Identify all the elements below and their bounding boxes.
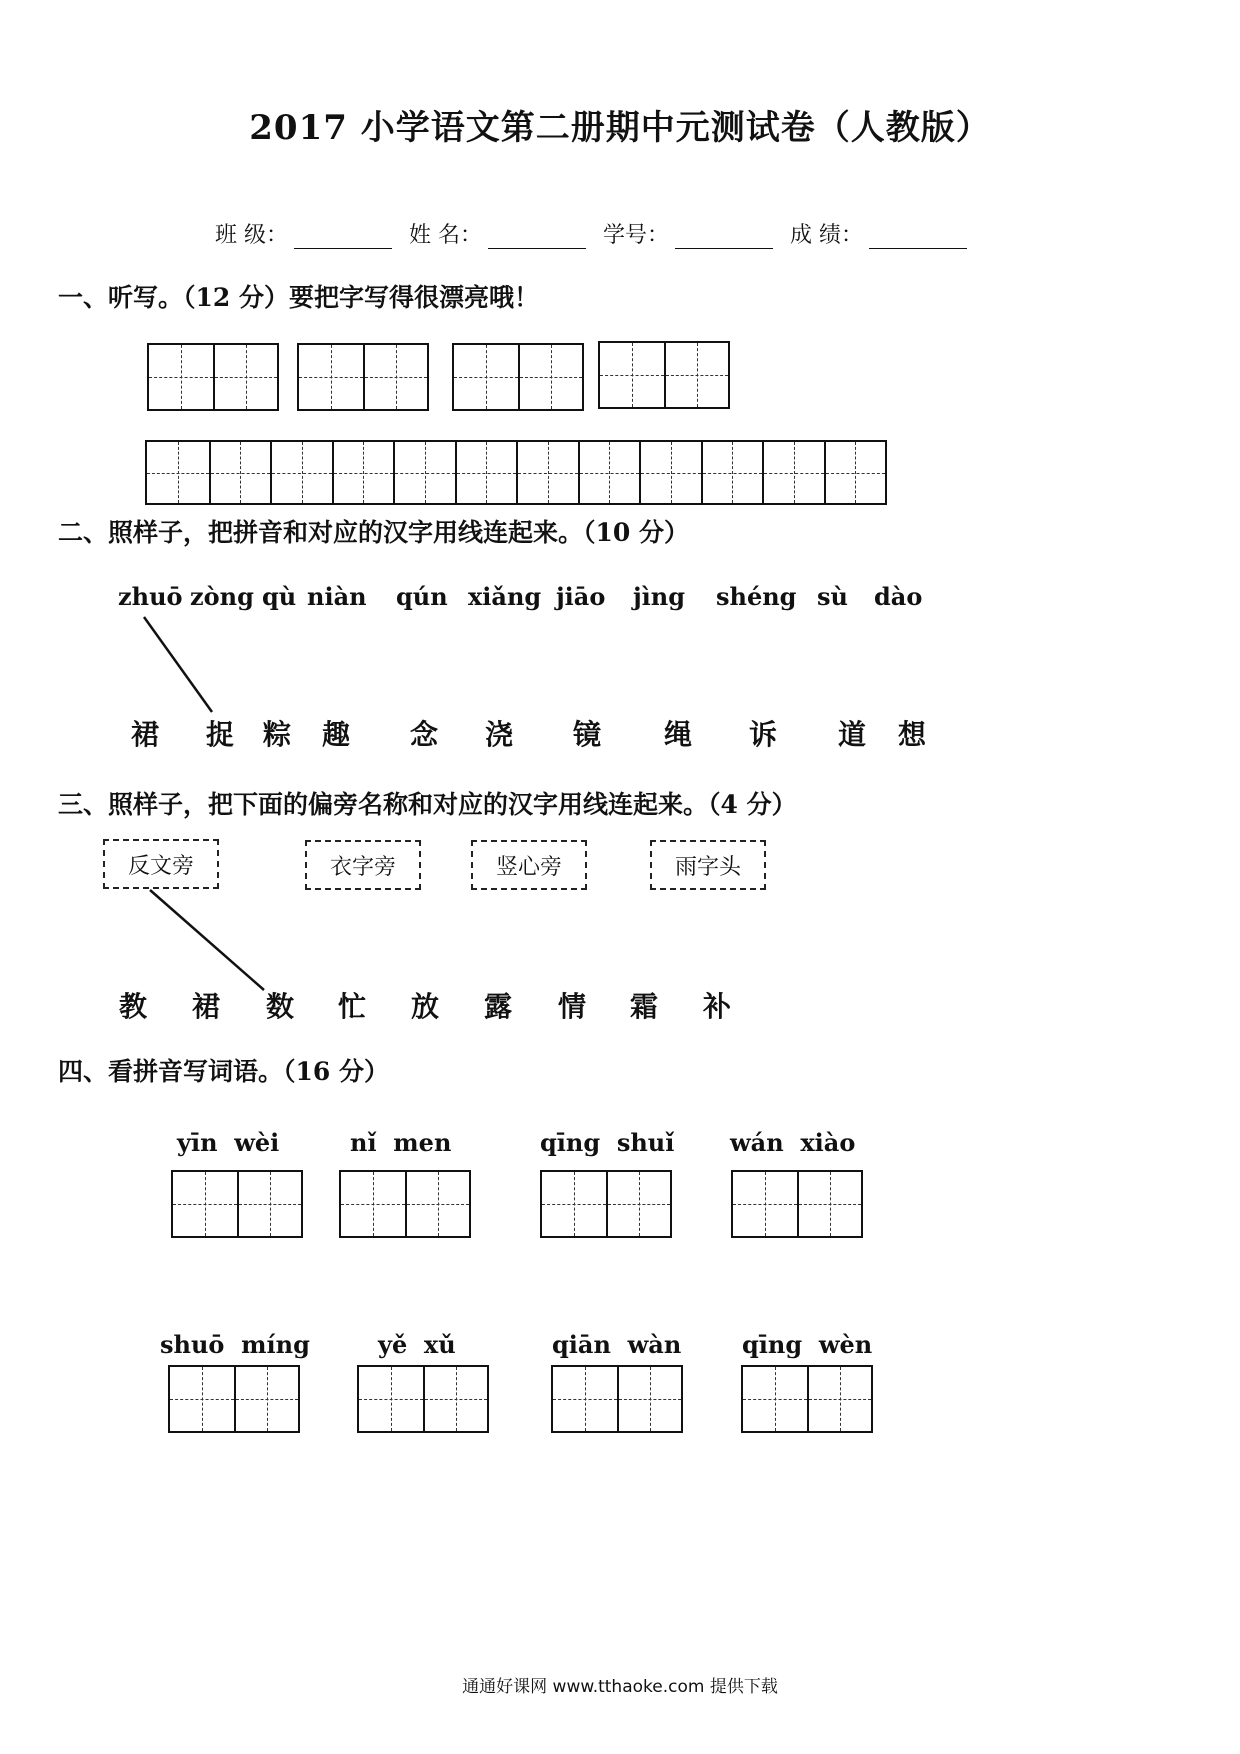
name-label: 姓 名： [409, 223, 482, 248]
radical-box: 雨字头 [650, 840, 766, 890]
pinyin-item: sù [817, 582, 848, 611]
student-info [215, 218, 977, 249]
section2-heading: 二、照样子，把拼音和对应的汉字用线连起来。（10 分） [58, 518, 689, 547]
hanzi-item: 想 [898, 718, 927, 751]
pinyin-word: qīng wèn [742, 1330, 873, 1359]
tianzige-row[interactable] [145, 440, 887, 505]
hanzi-item: 粽 [263, 718, 292, 751]
name-field[interactable] [488, 228, 586, 249]
score-label: 成 绩： [790, 223, 864, 248]
hanzi-item: 补 [703, 990, 732, 1023]
tianzige-box[interactable] [731, 1170, 863, 1238]
footer: 通通好课网 www.tthaoke.com 提供下载 [462, 1677, 778, 1697]
hanzi-item: 忙 [338, 990, 367, 1023]
hanzi-item: 镜 [573, 718, 602, 751]
page-title: 2017 小学语文第二册期中元测试卷（人教版） [249, 108, 991, 148]
hanzi-item: 裙 [131, 718, 160, 751]
id-field[interactable] [675, 228, 773, 249]
class-field[interactable] [294, 228, 392, 249]
hanzi-item: 捉 [206, 718, 235, 751]
tianzige-box[interactable] [598, 341, 730, 409]
example-line-radical [150, 890, 264, 990]
hanzi-item: 趣 [322, 718, 351, 751]
pinyin-item: jìng [633, 582, 686, 611]
pinyin-word: qīng shuǐ [540, 1128, 675, 1157]
section4-heading: 四、看拼音写词语。（16 分） [58, 1057, 389, 1086]
pinyin-item: zòng [190, 582, 254, 611]
pinyin-item: dào [874, 582, 923, 611]
hanzi-item: 诉 [749, 718, 778, 751]
tianzige-box[interactable] [339, 1170, 471, 1238]
section3-heading: 三、照样子，把下面的偏旁名称和对应的汉字用线连起来。（4 分） [58, 790, 797, 819]
tianzige-box[interactable] [551, 1365, 683, 1433]
pinyin-word: qiān wàn [552, 1330, 682, 1359]
pinyin-item: shéng [716, 582, 797, 611]
pinyin-word: yīn wèi [177, 1128, 280, 1157]
pinyin-item: niàn [307, 582, 367, 611]
tianzige-box[interactable] [452, 343, 584, 411]
hanzi-item: 露 [484, 990, 513, 1023]
score-field[interactable] [869, 228, 967, 249]
pinyin-word: wán xiào [730, 1128, 856, 1157]
pinyin-item: xiǎng [468, 582, 542, 611]
tianzige-box[interactable] [357, 1365, 489, 1433]
pinyin-word: nǐ men [350, 1128, 452, 1157]
hanzi-item: 放 [411, 990, 440, 1023]
hanzi-item: 念 [410, 718, 439, 751]
section1-heading: 一、听写。（12 分）要把字写得很漂亮哦！ [58, 283, 539, 312]
hanzi-item: 情 [558, 990, 587, 1023]
pinyin-item: jiāo [556, 582, 606, 611]
pinyin-word: yě xǔ [378, 1330, 456, 1359]
pinyin-item: zhuō [118, 582, 183, 611]
tianzige-box[interactable] [171, 1170, 303, 1238]
radical-box: 竖心旁 [471, 840, 587, 890]
hanzi-item: 浇 [485, 718, 514, 751]
tianzige-box[interactable] [741, 1365, 873, 1433]
radical-box: 反文旁 [103, 839, 219, 889]
example-line-pinyin [144, 617, 212, 712]
tianzige-box[interactable] [168, 1365, 300, 1433]
tianzige-box[interactable] [147, 343, 279, 411]
hanzi-item: 绳 [664, 718, 693, 751]
hanzi-item: 教 [119, 990, 148, 1023]
tianzige-box[interactable] [540, 1170, 672, 1238]
hanzi-item: 霜 [630, 990, 659, 1023]
tianzige-box[interactable] [297, 343, 429, 411]
hanzi-item: 道 [838, 718, 867, 751]
class-label: 班 级： [215, 223, 288, 248]
pinyin-item: qù [262, 582, 297, 611]
id-label: 学号： [603, 223, 670, 248]
pinyin-word: shuō míng [160, 1330, 310, 1359]
hanzi-item: 数 [266, 990, 295, 1023]
hanzi-item: 裙 [192, 990, 221, 1023]
radical-box: 衣字旁 [305, 840, 421, 890]
pinyin-item: qún [396, 582, 448, 611]
